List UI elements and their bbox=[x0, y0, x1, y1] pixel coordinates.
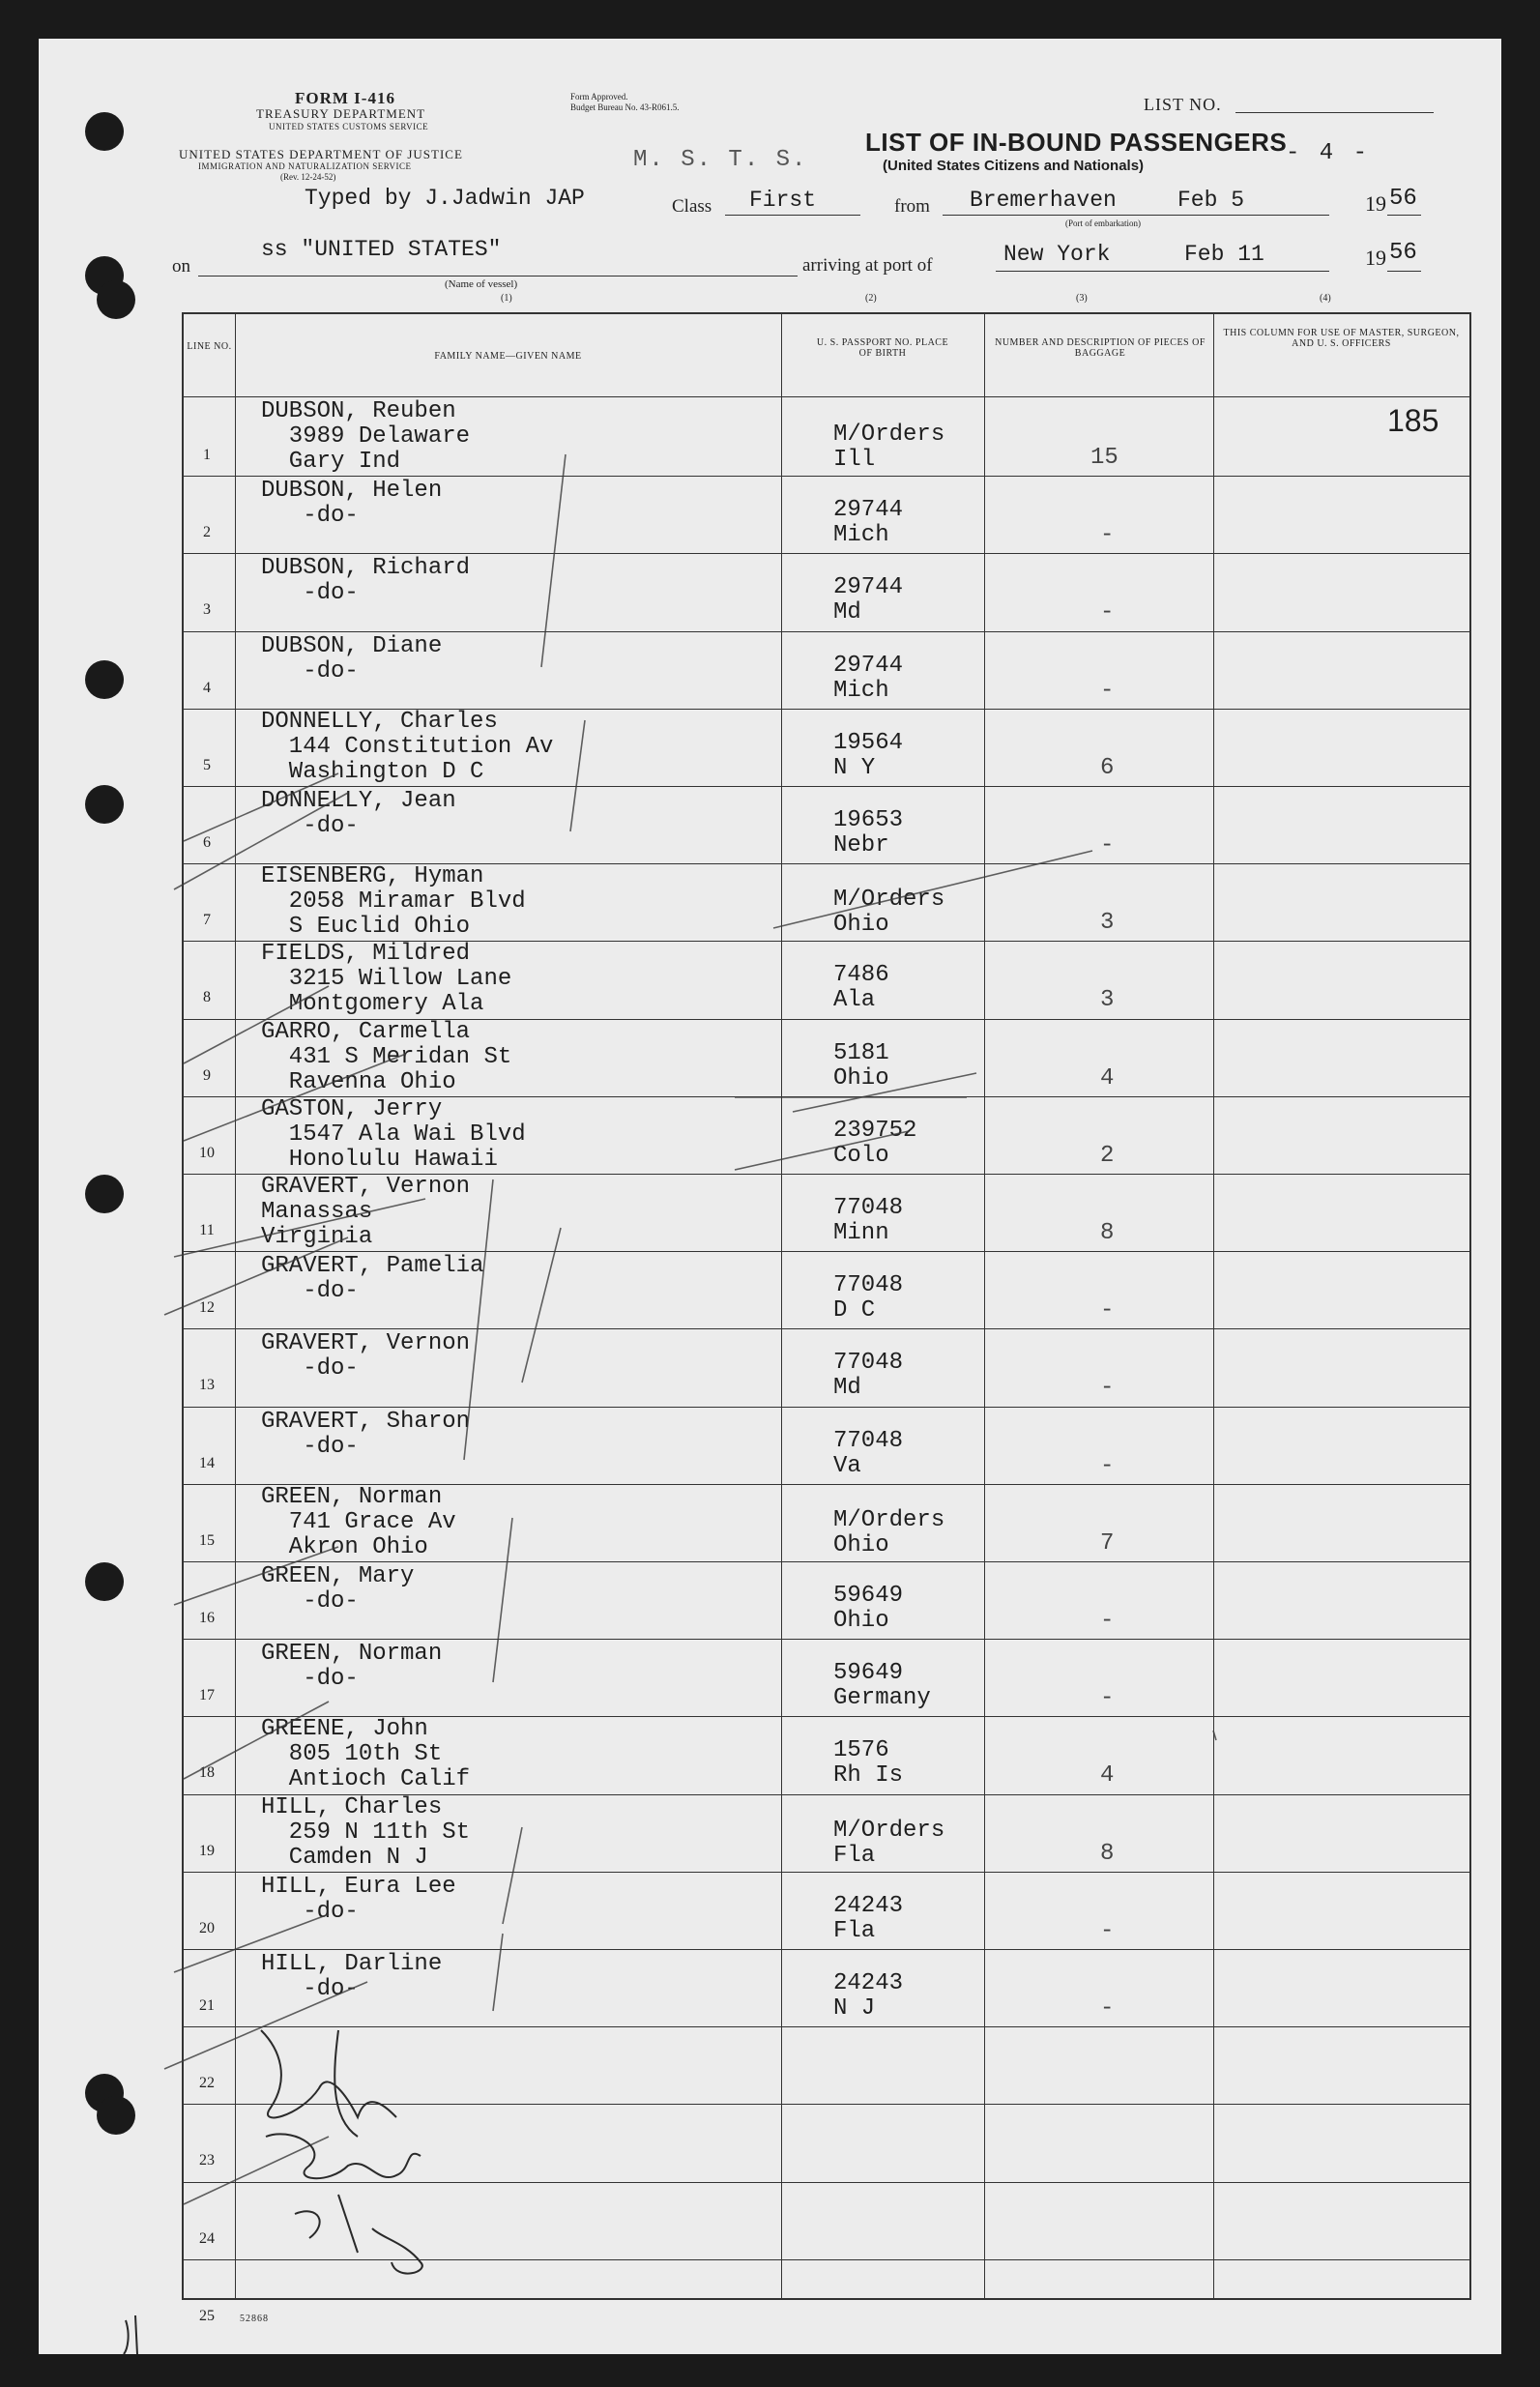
arriving-label: arriving at port of bbox=[802, 255, 933, 276]
passenger-name: HILL, Charles bbox=[261, 1793, 443, 1820]
passport-number: M/Orders bbox=[833, 1817, 945, 1844]
place-of-birth: N J bbox=[833, 1995, 876, 2022]
baggage-count: - bbox=[1100, 1685, 1115, 1712]
passenger-address: Ravenna Ohio bbox=[261, 1068, 456, 1095]
immigration-service: IMMIGRATION AND NATURALIZATION SERVICE bbox=[198, 161, 412, 171]
document-title: LIST OF IN-BOUND PASSENGERS bbox=[865, 128, 1288, 157]
passport-number: 77048 bbox=[833, 1272, 904, 1299]
passenger-name: GRAVERT, Pamelia bbox=[261, 1253, 484, 1280]
justice-department: UNITED STATES DEPARTMENT OF JUSTICE bbox=[179, 147, 463, 161]
typed-by: Typed by J.Jadwin JAP bbox=[305, 186, 585, 211]
passenger-address: -do- bbox=[261, 580, 359, 607]
header-officers: THIS COLUMN FOR USE OF MASTER, SURGEON, AND U. S. OFFICERS bbox=[1223, 328, 1460, 349]
line-number: 24 bbox=[199, 2229, 215, 2247]
header-baggage: NUMBER AND DESCRIPTION OF PIECES OF BAGGAGE bbox=[995, 337, 1206, 359]
list-no-label: LIST NO. bbox=[1144, 95, 1222, 114]
line-number: 22 bbox=[199, 2075, 215, 2092]
place-of-birth: Mich bbox=[833, 522, 889, 549]
col-num-2: (2) bbox=[865, 293, 877, 304]
passport-number: 239752 bbox=[833, 1117, 917, 1144]
place-of-birth: Colo bbox=[833, 1142, 889, 1169]
baggage-count: - bbox=[1100, 832, 1115, 859]
embarkation-note: (Port of embarkation) bbox=[1065, 218, 1141, 228]
passenger-name: EISENBERG, Hyman bbox=[261, 863, 484, 890]
line-number: 6 bbox=[203, 834, 211, 851]
passenger-address: 3215 Willow Lane bbox=[261, 966, 512, 993]
passport-number: 77048 bbox=[833, 1427, 904, 1454]
arrival-date: Feb 11 bbox=[1184, 242, 1264, 267]
passenger-name: GRAVERT, Vernon bbox=[261, 1330, 471, 1357]
passenger-address: -do- bbox=[261, 1898, 359, 1925]
place-of-birth: N Y bbox=[833, 754, 876, 781]
passport-number: 29744 bbox=[833, 652, 904, 679]
place-of-birth: Md bbox=[833, 1375, 861, 1402]
place-of-birth: Va bbox=[833, 1452, 861, 1479]
on-label: on bbox=[172, 256, 190, 277]
baggage-count: 3 bbox=[1100, 910, 1115, 937]
passenger-address: -do- bbox=[261, 1976, 359, 2002]
msts-stamp: M. S. T. S. bbox=[633, 147, 808, 173]
passenger-address: 259 N 11th St bbox=[261, 1819, 471, 1846]
passenger-address: -do- bbox=[261, 657, 359, 684]
passenger-name: GREEN, Mary bbox=[261, 1563, 415, 1589]
passenger-name: GREEN, Norman bbox=[261, 1483, 443, 1510]
passenger-address: 144 Constitution Av bbox=[261, 733, 554, 760]
pencil-check-marks bbox=[39, 39, 1501, 2354]
baggage-count: - bbox=[1100, 599, 1115, 626]
place-of-birth: Rh Is bbox=[833, 1762, 904, 1790]
passport-number: M/Orders bbox=[833, 1506, 945, 1533]
passport-number: 29744 bbox=[833, 574, 904, 601]
line-number: 13 bbox=[199, 1377, 215, 1394]
page-number: - 4 - bbox=[1286, 140, 1371, 166]
passport-number: 24243 bbox=[833, 1892, 904, 1919]
passenger-address: -do- bbox=[261, 1433, 359, 1460]
from-year: 56 bbox=[1389, 186, 1417, 212]
passenger-address: -do- bbox=[261, 503, 359, 530]
passenger-address: Honolulu Hawaii bbox=[261, 1146, 498, 1173]
from-year-prefix: 19 bbox=[1365, 191, 1386, 216]
class-value: First bbox=[749, 188, 817, 213]
form-approved: Form Approved. bbox=[570, 92, 628, 102]
passenger-name: DONNELLY, Jean bbox=[261, 788, 456, 814]
place-of-birth: Md bbox=[833, 599, 861, 626]
passenger-address: S Euclid Ohio bbox=[261, 914, 471, 941]
line-number: 21 bbox=[199, 1997, 215, 2014]
arrival-port: New York bbox=[1003, 242, 1111, 267]
from-date: Feb 5 bbox=[1177, 188, 1245, 213]
passenger-address: Gary Ind bbox=[261, 449, 401, 475]
class-label: Class bbox=[672, 196, 712, 217]
line-number: 20 bbox=[199, 1919, 215, 1936]
baggage-count: 8 bbox=[1100, 1840, 1115, 1867]
treasury-department: TREASURY DEPARTMENT bbox=[256, 106, 426, 121]
passenger-address: Montgomery Ala bbox=[261, 991, 484, 1018]
line-number: 23 bbox=[199, 2152, 215, 2169]
place-of-birth: Fla bbox=[833, 1917, 876, 1944]
header-name: FAMILY NAME—GIVEN NAME bbox=[434, 351, 582, 362]
col-num-1: (1) bbox=[501, 293, 512, 304]
baggage-count: 4 bbox=[1100, 1064, 1115, 1092]
line-number: 15 bbox=[199, 1531, 215, 1549]
line-number: 18 bbox=[199, 1764, 215, 1782]
baggage-count: - bbox=[1100, 677, 1115, 704]
place-of-birth: Fla bbox=[833, 1842, 876, 1869]
passenger-name: GREENE, John bbox=[261, 1716, 428, 1743]
passenger-address: -do- bbox=[261, 1588, 359, 1615]
line-number: 9 bbox=[203, 1066, 211, 1084]
line-number: 1 bbox=[203, 447, 211, 463]
passenger-address: 1547 Ala Wai Blvd bbox=[261, 1121, 526, 1148]
place-of-birth: Nebr bbox=[833, 832, 889, 859]
passenger-address: Antioch Calif bbox=[261, 1766, 471, 1793]
line-number: 19 bbox=[199, 1842, 215, 1859]
baggage-count: - bbox=[1100, 522, 1115, 549]
place-of-birth: Ohio bbox=[833, 912, 889, 939]
line-number: 5 bbox=[203, 756, 211, 773]
signature bbox=[124, 2030, 422, 2354]
line-number: 3 bbox=[203, 601, 211, 619]
baggage-count: - bbox=[1100, 1608, 1115, 1634]
passenger-name: DUBSON, Richard bbox=[261, 555, 471, 582]
baggage-count: 3 bbox=[1100, 987, 1115, 1014]
officer-note: 185 bbox=[1387, 403, 1439, 438]
line-number: 16 bbox=[199, 1610, 215, 1626]
passenger-address: -do- bbox=[261, 1278, 359, 1305]
passenger-address: Camden N J bbox=[261, 1844, 428, 1871]
passenger-address: Manassas bbox=[261, 1199, 373, 1225]
baggage-count: 6 bbox=[1100, 754, 1115, 781]
passenger-address: Virginia bbox=[261, 1224, 373, 1250]
passenger-name: GRAVERT, Vernon bbox=[261, 1174, 471, 1200]
passenger-name: DUBSON, Diane bbox=[261, 632, 443, 659]
print-code: 52868 bbox=[240, 2314, 269, 2324]
passenger-address: 431 S Meridan St bbox=[261, 1043, 512, 1070]
passport-number: 77048 bbox=[833, 1195, 904, 1221]
line-number: 4 bbox=[203, 679, 211, 696]
line-number: 10 bbox=[199, 1144, 215, 1161]
passenger-name: FIELDS, Mildred bbox=[261, 941, 471, 968]
passport-number: 7486 bbox=[833, 962, 889, 989]
passport-number: 29744 bbox=[833, 497, 904, 524]
passenger-address: -do- bbox=[261, 1666, 359, 1693]
passenger-name: DONNELLY, Charles bbox=[261, 708, 498, 735]
passenger-name: GASTON, Jerry bbox=[261, 1095, 443, 1122]
baggage-count: 15 bbox=[1090, 445, 1119, 471]
place-of-birth: Ill bbox=[833, 447, 876, 473]
document-subtitle: (United States Citizens and Nationals) bbox=[883, 158, 1145, 174]
vessel-name: ss "UNITED STATES" bbox=[261, 237, 502, 262]
passport-number: 19564 bbox=[833, 729, 904, 756]
baggage-count: - bbox=[1100, 1995, 1115, 2022]
baggage-count: - bbox=[1100, 1917, 1115, 1944]
place-of-birth: Ohio bbox=[833, 1064, 889, 1092]
line-number: 14 bbox=[199, 1454, 215, 1471]
passport-number: 59649 bbox=[833, 1583, 904, 1609]
passenger-address: -do- bbox=[261, 813, 359, 839]
baggage-count: 2 bbox=[1100, 1142, 1115, 1169]
place-of-birth: Germany bbox=[833, 1685, 931, 1712]
baggage-count: - bbox=[1100, 1452, 1115, 1479]
line-number: 12 bbox=[199, 1299, 215, 1317]
baggage-count: - bbox=[1100, 1297, 1115, 1324]
passenger-address: Washington D C bbox=[261, 758, 484, 785]
passenger-name: DUBSON, Reuben bbox=[261, 398, 456, 424]
vessel-note: (Name of vessel) bbox=[445, 278, 518, 290]
manifest-page bbox=[39, 39, 1501, 2354]
passenger-name: DUBSON, Helen bbox=[261, 478, 443, 505]
line-number: 2 bbox=[203, 524, 211, 541]
arrival-year-prefix: 19 bbox=[1365, 246, 1386, 270]
form-revision: (Rev. 12-24-52) bbox=[280, 172, 336, 182]
place-of-birth: D C bbox=[833, 1297, 876, 1324]
baggage-count: 4 bbox=[1100, 1762, 1115, 1790]
arrival-year: 56 bbox=[1389, 240, 1417, 266]
passenger-address: -do- bbox=[261, 1355, 359, 1383]
passenger-address: Akron Ohio bbox=[261, 1533, 428, 1560]
passport-number: 1576 bbox=[833, 1737, 889, 1764]
passport-number: 24243 bbox=[833, 1970, 904, 1996]
header-line-no: LINE NO. bbox=[187, 341, 232, 352]
passenger-address: 741 Grace Av bbox=[261, 1508, 456, 1535]
col-num-4: (4) bbox=[1320, 293, 1331, 304]
place-of-birth: Minn bbox=[833, 1220, 889, 1246]
line-number: 7 bbox=[203, 912, 211, 929]
passport-number: 77048 bbox=[833, 1350, 904, 1377]
baggage-count: 7 bbox=[1100, 1529, 1115, 1557]
passenger-name: HILL, Darline bbox=[261, 1951, 443, 1977]
passenger-name: GREEN, Norman bbox=[261, 1641, 443, 1668]
passport-number: 19653 bbox=[833, 807, 904, 833]
form-number: FORM I-416 bbox=[295, 89, 395, 107]
line-number: 25 bbox=[199, 2307, 215, 2324]
from-label: from bbox=[894, 196, 930, 217]
from-port: Bremerhaven bbox=[970, 188, 1117, 213]
passenger-name: GRAVERT, Sharon bbox=[261, 1408, 471, 1435]
place-of-birth: Ohio bbox=[833, 1608, 889, 1634]
col-num-3: (3) bbox=[1076, 293, 1088, 304]
passport-number: M/Orders bbox=[833, 422, 945, 448]
header-passport: U. S. PASSPORT NO. PLACE OF BIRTH bbox=[816, 337, 949, 359]
line-number: 11 bbox=[199, 1222, 215, 1238]
passenger-name: HILL, Eura Lee bbox=[261, 1873, 456, 1900]
passenger-address: 2058 Miramar Blvd bbox=[261, 888, 526, 916]
line-number: 8 bbox=[203, 989, 211, 1006]
place-of-birth: Ala bbox=[833, 987, 876, 1014]
passenger-address: 805 10th St bbox=[261, 1741, 443, 1768]
baggage-count: - bbox=[1100, 1375, 1115, 1402]
passenger-name: GARRO, Carmella bbox=[261, 1018, 471, 1045]
place-of-birth: Ohio bbox=[833, 1531, 889, 1558]
passenger-address: 3989 Delaware bbox=[261, 423, 471, 450]
passport-number: 5181 bbox=[833, 1039, 889, 1066]
line-number: 17 bbox=[199, 1687, 215, 1704]
budget-bureau: Budget Bureau No. 43-R061.5. bbox=[570, 102, 680, 112]
passport-number: M/Orders bbox=[833, 887, 945, 914]
customs-service: UNITED STATES CUSTOMS SERVICE bbox=[269, 122, 429, 131]
passport-number: 59649 bbox=[833, 1660, 904, 1687]
baggage-count: 8 bbox=[1100, 1220, 1115, 1246]
place-of-birth: Mich bbox=[833, 677, 889, 704]
